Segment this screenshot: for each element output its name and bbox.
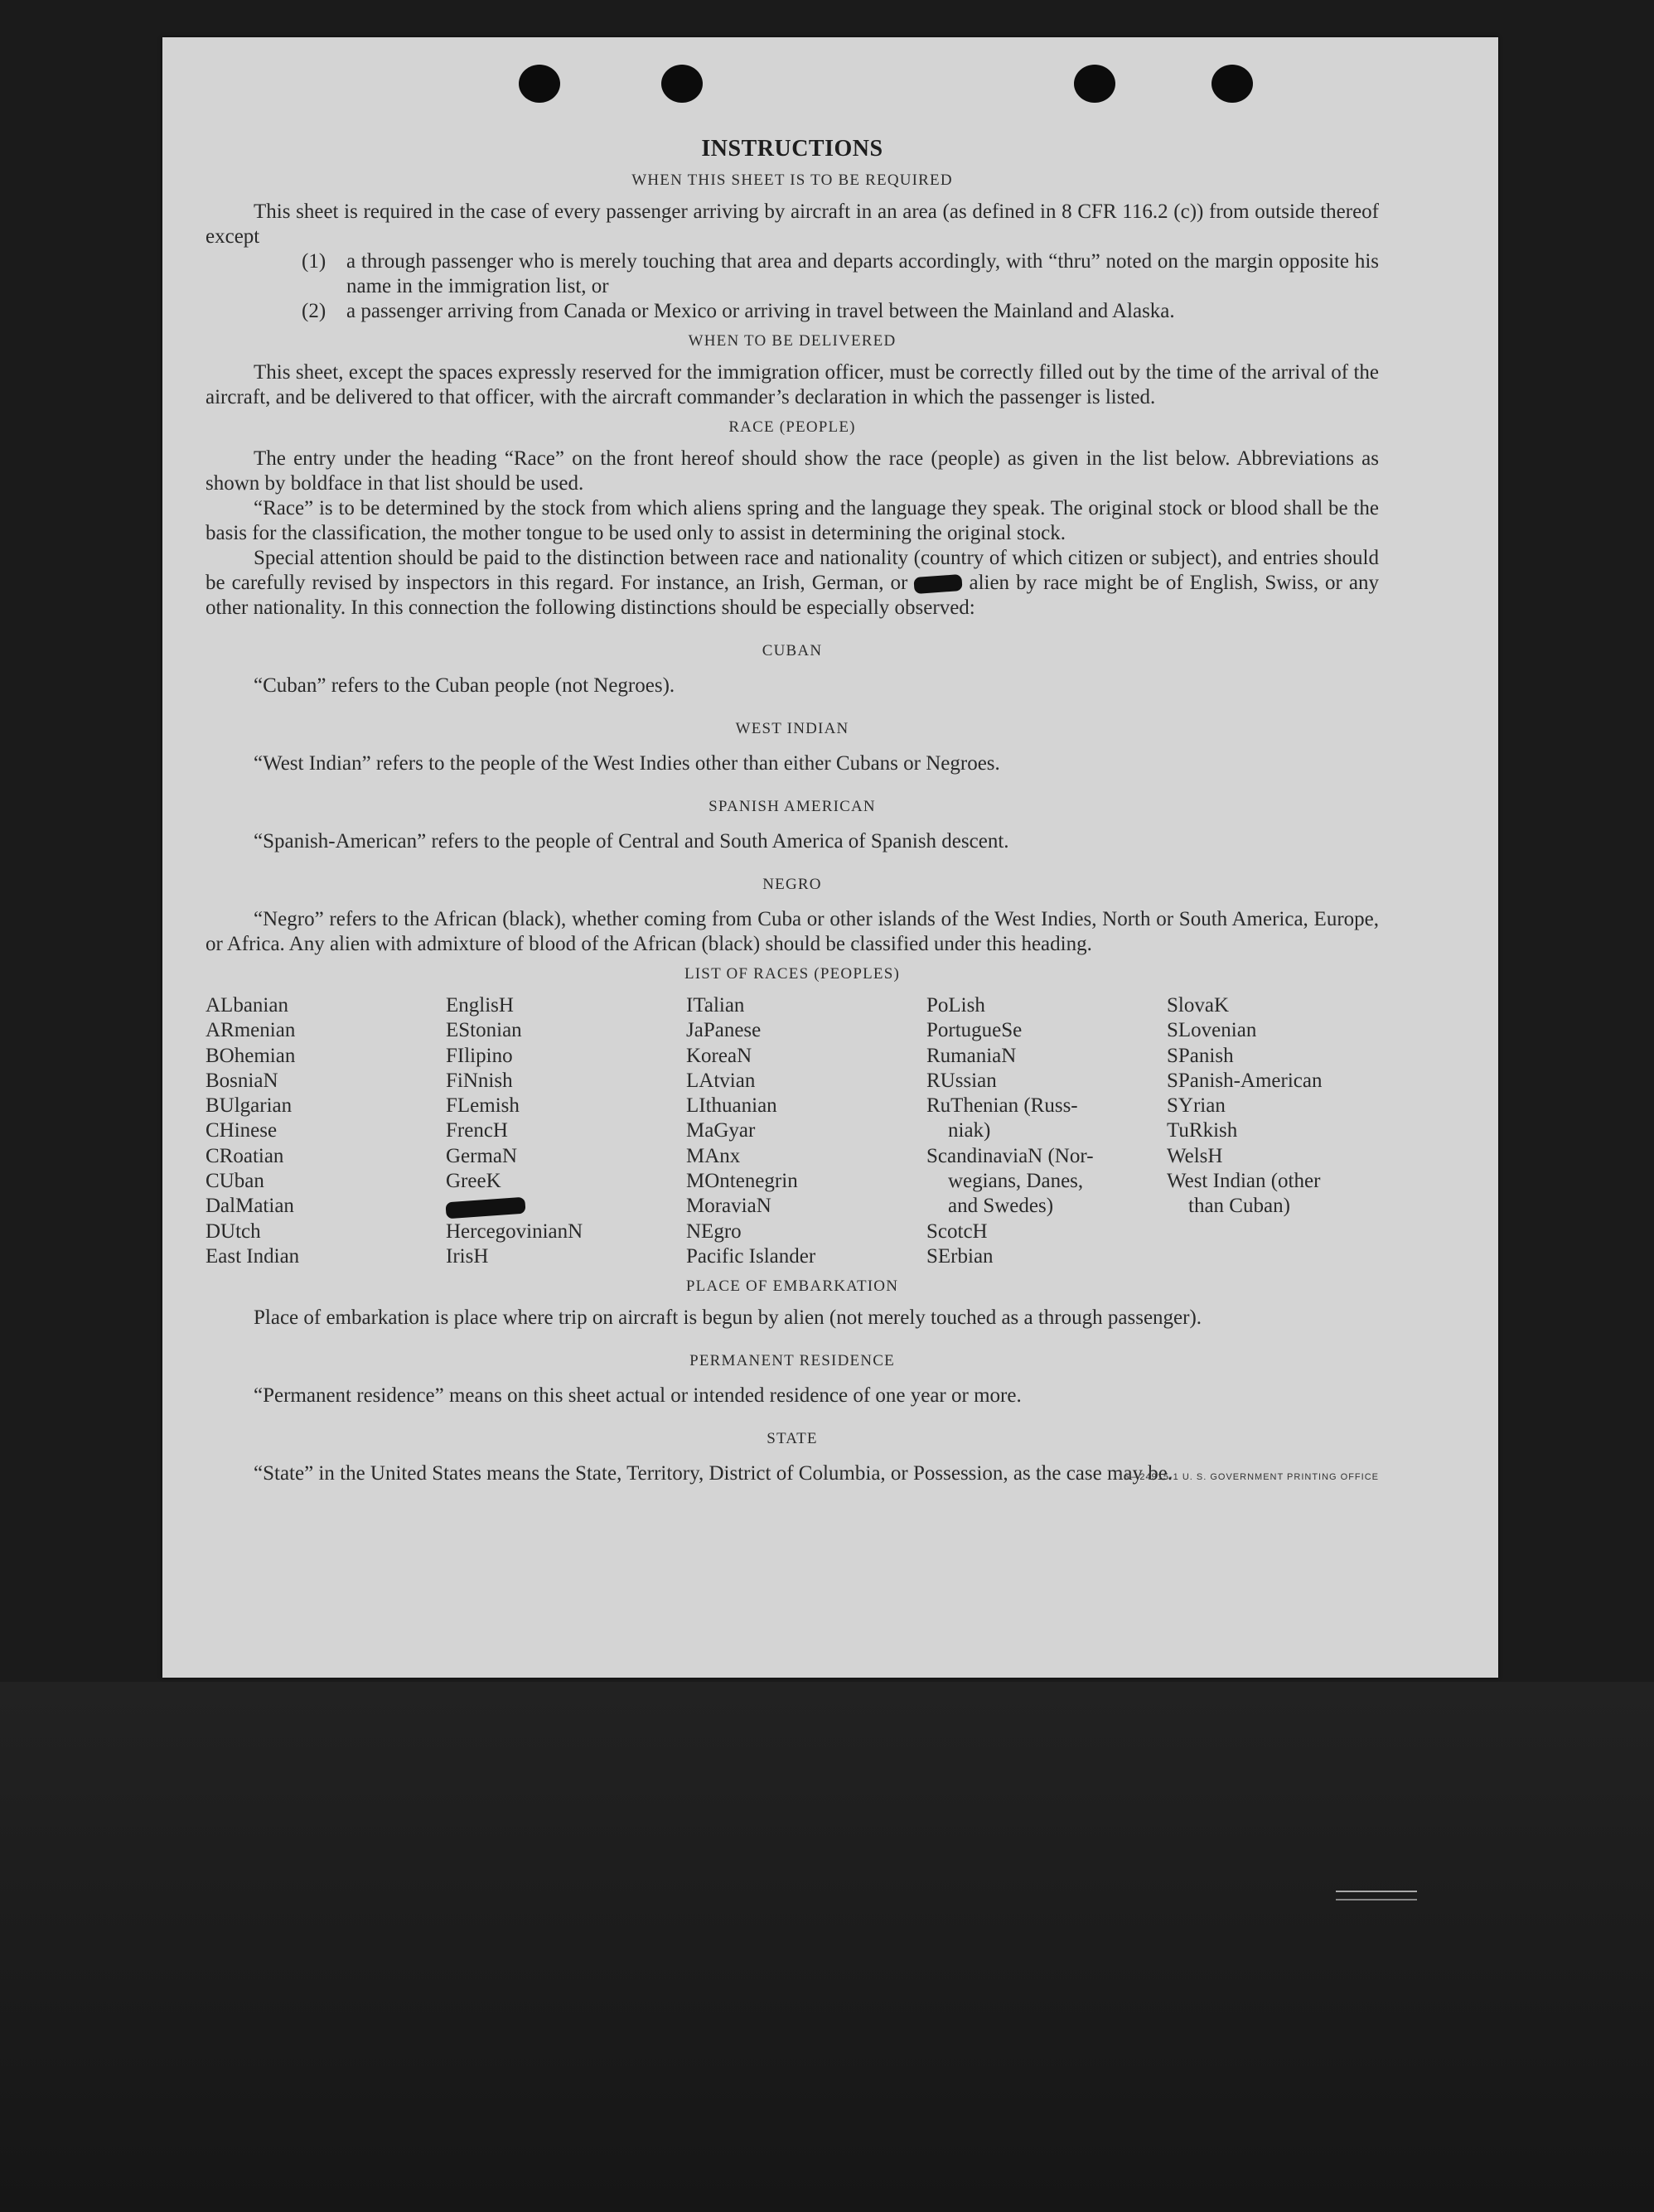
race-entry: JaPanese <box>686 1019 762 1042</box>
race-entry: CHinese <box>206 1119 278 1142</box>
race-entry: DalMatian <box>206 1195 294 1218</box>
race-entry: FLemish <box>446 1094 520 1118</box>
redaction-mark <box>914 574 963 594</box>
race-entry: ScotcH <box>926 1219 988 1243</box>
race-entry: HercegovinianN <box>446 1219 583 1243</box>
race-entry: PortugueSe <box>926 1019 1023 1042</box>
paragraph-part: Special attention should be paid to the distinction between race and nationality (country of which citizen or subject), and entries should be carefully revised by inspectors in this regard. For instance, an Irish, German, or <box>206 547 1379 594</box>
race-entry: FIlipino <box>446 1044 513 1067</box>
race-entry: EnglisH <box>446 994 514 1017</box>
section-heading: PLACE OF EMBARKATION <box>685 1277 899 1296</box>
race-entry: EStonian <box>446 1019 522 1042</box>
paragraph: The entry under the heading “Race” on the front hereof should show the race (people) as given in the list below. Abbreviations as shown by boldface in that list should be used. <box>206 447 1379 495</box>
final-section <box>206 1461 1379 1486</box>
race-entry: MOntenegrin <box>686 1170 798 1193</box>
race-entry: FiNnish <box>446 1069 513 1092</box>
item-number: (2) <box>302 300 326 322</box>
section-heading: WHEN THIS SHEET IS TO BE REQUIRED <box>631 171 953 189</box>
race-entry: RUssian <box>926 1069 997 1092</box>
race-entry: BOhemian <box>206 1044 296 1067</box>
section-heading: CUBAN <box>762 642 823 659</box>
race-entry: PoLish <box>926 994 985 1017</box>
race-entry: BosniaN <box>206 1069 278 1092</box>
scan-background <box>0 1682 1654 2212</box>
punch-hole <box>661 65 703 103</box>
race-entry: FrencH <box>446 1119 508 1142</box>
race-column <box>1167 993 1407 1269</box>
race-entry-continued: niak) <box>948 1119 991 1142</box>
item-text: a passenger arriving from Canada or Mexico or arriving in travel between the Mainland and Alaska. <box>346 300 1175 322</box>
punch-hole <box>519 65 560 103</box>
race-entry: ALbanian <box>206 994 288 1017</box>
punch-hole <box>1211 65 1253 103</box>
race-entry: LIthuanian <box>686 1094 777 1118</box>
paragraph-part: alien by race might be of English, Swiss, or any other nationality. In this connection the following distinctions should be especially observed: <box>206 572 1379 619</box>
race-entry: RumaniaN <box>926 1044 1017 1067</box>
scan-artifact <box>1336 1891 1417 1900</box>
race-entry: SLovenian <box>1167 1019 1257 1042</box>
race-column <box>446 993 686 1269</box>
paragraph: “Negro” refers to the African (black), whether coming from Cuba or other islands of the West Indies, North or South America, Europe, or Africa. Any alien with admixture of blood of the African (black) should be classified under this heading. <box>206 908 1379 955</box>
race-entry: GermaN <box>446 1144 518 1167</box>
race-entry: TuRkish <box>1167 1119 1238 1142</box>
race-entry: SErbian <box>926 1244 994 1268</box>
redaction-mark <box>445 1196 525 1219</box>
numbered-item <box>302 299 1379 324</box>
section-heading: RACE (PEOPLE) <box>728 418 856 436</box>
item-number: (1) <box>302 250 326 273</box>
race-entry-redacted <box>446 1194 686 1219</box>
race-entry: MoraviaN <box>686 1195 771 1218</box>
paragraph: “Permanent residence” means on this sheet actual or intended residence of one year or more. <box>254 1384 1022 1408</box>
race-entry-continued: than Cuban) <box>1188 1195 1290 1218</box>
paragraph: “Race” is to be determined by the stock from which aliens spring and the language they speak. The original stock or blood shall be the basis for the classification, the mother tongue to be used only to assist in determining the original stock. <box>206 497 1379 544</box>
paragraph: This sheet, except the spaces expressly reserved for the immigration officer, must be correctly filled out by the time of the arrival of the aircraft, and be delivered to that officer, with the aircraft commander’s declaration in which the passenger is listed. <box>206 361 1379 408</box>
printer-imprint: 16—24915-1 U. S. GOVERNMENT PRINTING OFFICE <box>1118 1472 1379 1483</box>
instructions-text <box>206 137 1379 1486</box>
race-entry-continued: and Swedes) <box>948 1195 1054 1218</box>
race-entry: ScandinaviaN (Nor- <box>926 1144 1094 1167</box>
race-column <box>206 993 446 1269</box>
section-heading: LIST OF RACES (PEOPLES) <box>684 965 901 983</box>
paragraph: Place of embarkation is place where trip on aircraft is begun by alien (not merely touched as a through passenger). <box>254 1306 1202 1330</box>
race-column <box>926 993 1167 1269</box>
race-entry: GreeK <box>446 1170 501 1193</box>
paragraph: “Spanish-American” refers to the people of Central and South America of Spanish descent. <box>254 830 1009 852</box>
race-entry: BUlgarian <box>206 1094 293 1118</box>
page-title: INSTRUCTIONS <box>701 136 883 162</box>
section-heading: PERMANENT RESIDENCE <box>689 1352 895 1370</box>
race-entry-continued: wegians, Danes, <box>948 1170 1084 1193</box>
race-entry: LAtvian <box>686 1069 756 1092</box>
paragraph <box>206 546 1379 621</box>
section-heading: WHEN TO BE DELIVERED <box>688 332 897 350</box>
punch-hole <box>1074 65 1115 103</box>
section-heading: WEST INDIAN <box>735 720 849 737</box>
race-entry: ITalian <box>686 994 745 1017</box>
race-entry: KoreaN <box>686 1044 752 1067</box>
section-heading: STATE <box>767 1430 818 1448</box>
race-entry: MAnx <box>686 1144 741 1167</box>
section-heading: SPANISH AMERICAN <box>709 798 876 815</box>
race-entry: Pacific Islander <box>686 1244 816 1268</box>
race-entry: IrisH <box>446 1244 489 1268</box>
paragraph: “West Indian” refers to the people of the West Indies other than either Cubans or Negroes. <box>254 752 1000 775</box>
race-entry: RuThenian (Russ- <box>926 1094 1078 1118</box>
race-entry: CUban <box>206 1170 264 1193</box>
numbered-item <box>302 249 1379 299</box>
race-entry: SPanish-American <box>1167 1069 1323 1092</box>
race-entry: SlovaK <box>1167 994 1229 1017</box>
race-entry: WelsH <box>1167 1144 1223 1167</box>
section-heading: NEGRO <box>762 876 822 893</box>
race-entry: DUtch <box>206 1219 261 1243</box>
item-text: a through passenger who is merely touching that area and departs accordingly, with “thru” noted on the margin opposite his name in the immigration list, or <box>346 250 1379 297</box>
race-entry: NEgro <box>686 1219 742 1243</box>
paragraph: “Cuban” refers to the Cuban people (not Negroes). <box>254 674 675 697</box>
paragraph: This sheet is required in the case of every passenger arriving by aircraft in an area (as defined in 8 CFR 116.2 (c)) from outside thereof except <box>206 200 1379 248</box>
race-entry: SPanish <box>1167 1044 1234 1067</box>
race-entry: MaGyar <box>686 1119 756 1142</box>
document-page <box>162 37 1498 1678</box>
race-entry: East Indian <box>206 1244 300 1268</box>
race-entry: CRoatian <box>206 1144 284 1167</box>
paragraph: “State” in the United States means the State, Territory, District of Columbia, or Possession, as the case may be. <box>254 1462 1173 1485</box>
race-entry: West Indian (other <box>1167 1170 1321 1193</box>
race-column <box>686 993 926 1269</box>
race-list <box>206 993 1379 1269</box>
race-entry: SYrian <box>1167 1094 1226 1118</box>
race-entry: ARmenian <box>206 1019 296 1042</box>
